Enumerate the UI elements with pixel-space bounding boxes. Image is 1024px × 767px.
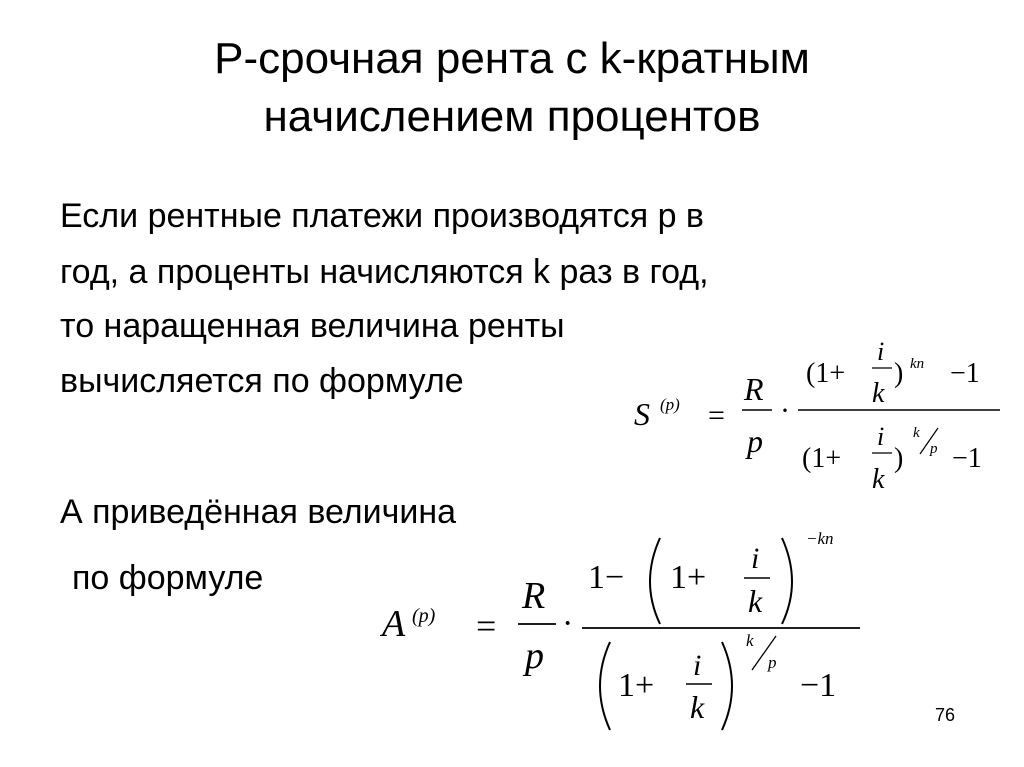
slide-number: 76 <box>935 705 956 725</box>
formula-s-dot: · <box>780 394 790 427</box>
formula-a-superscript: (p) <box>412 605 436 627</box>
formula-a-num-paren-right <box>782 538 792 624</box>
title-line-2: начислением процентов <box>263 92 761 141</box>
formula-a-den-minus-one: −1 <box>800 667 837 704</box>
formula-a-den-k: k <box>690 689 705 725</box>
formula-s-num-minus-one: −1 <box>950 358 980 389</box>
formula-s-lhs: S <box>634 396 650 432</box>
formula-s-den-open: (1+ <box>802 443 842 474</box>
paragraph1-line-1: Если рентные платежи производятся р в <box>60 197 704 235</box>
formula-a-num-paren-left <box>650 538 660 624</box>
formula-a-den-i: i <box>693 649 702 682</box>
formula-a-num-i: i <box>751 542 760 575</box>
formula-a-den-paren-left <box>600 642 610 730</box>
title-line-1: P-срочная рента с k-кратным <box>214 34 810 83</box>
slide-title <box>0 30 1024 146</box>
formula-a-one-minus: 1− <box>588 559 625 596</box>
formula-s-den-minus-one: −1 <box>952 443 982 474</box>
formula-s-den-i: i <box>877 422 885 451</box>
formula-s-num-open: (1+ <box>806 358 846 389</box>
formula-s-exp-p: p <box>930 441 938 457</box>
formula-a-lhs: A <box>382 603 406 645</box>
formula-s-num-close: ) <box>894 358 904 389</box>
formula-s-num-i: i <box>877 337 885 366</box>
formula-s-R: R <box>744 371 764 407</box>
paragraph1-line-2: год, а проценты начисляются k раз в год, <box>60 253 709 291</box>
formula-s-exp-kn: kn <box>910 356 925 372</box>
paragraph2-line-1: А приведённая величина <box>60 493 457 531</box>
formula-s-num-k: k <box>872 378 885 409</box>
formula-a-svg <box>370 520 870 750</box>
formula-a-R: R <box>522 575 546 617</box>
paragraph1-line-3: то наращенная величина ренты <box>60 307 565 345</box>
formula-a-den-one-plus: 1+ <box>618 667 655 704</box>
formula-s-den-close: ) <box>894 443 904 474</box>
formula-s-exp-k: k <box>913 425 920 441</box>
formula-a-num-one-plus: 1+ <box>670 559 707 596</box>
formula-a-p: p <box>525 635 544 677</box>
formula-a-den-paren-right <box>722 642 732 730</box>
paragraph2-line-2: по формуле <box>72 559 264 597</box>
formula-accumulated-value <box>620 330 1010 510</box>
formula-a-exp-p: p <box>768 653 777 672</box>
formula-s-den-k: k <box>872 464 885 495</box>
formula-present-value <box>370 520 870 755</box>
formula-a-num-k: k <box>748 583 763 619</box>
formula-s-superscript: (p) <box>660 395 680 414</box>
formula-a-equals: = <box>476 606 497 646</box>
paragraph1-line-4: вычисляется по формуле <box>60 362 464 400</box>
formula-a-exp-neg-kn: −kn <box>806 529 834 548</box>
formula-a-dot: · <box>562 605 574 642</box>
formula-s-svg <box>620 330 1010 505</box>
formula-s-equals: = <box>708 399 725 432</box>
formula-s-p: p <box>747 423 763 459</box>
formula-a-exp-k: k <box>746 631 754 650</box>
